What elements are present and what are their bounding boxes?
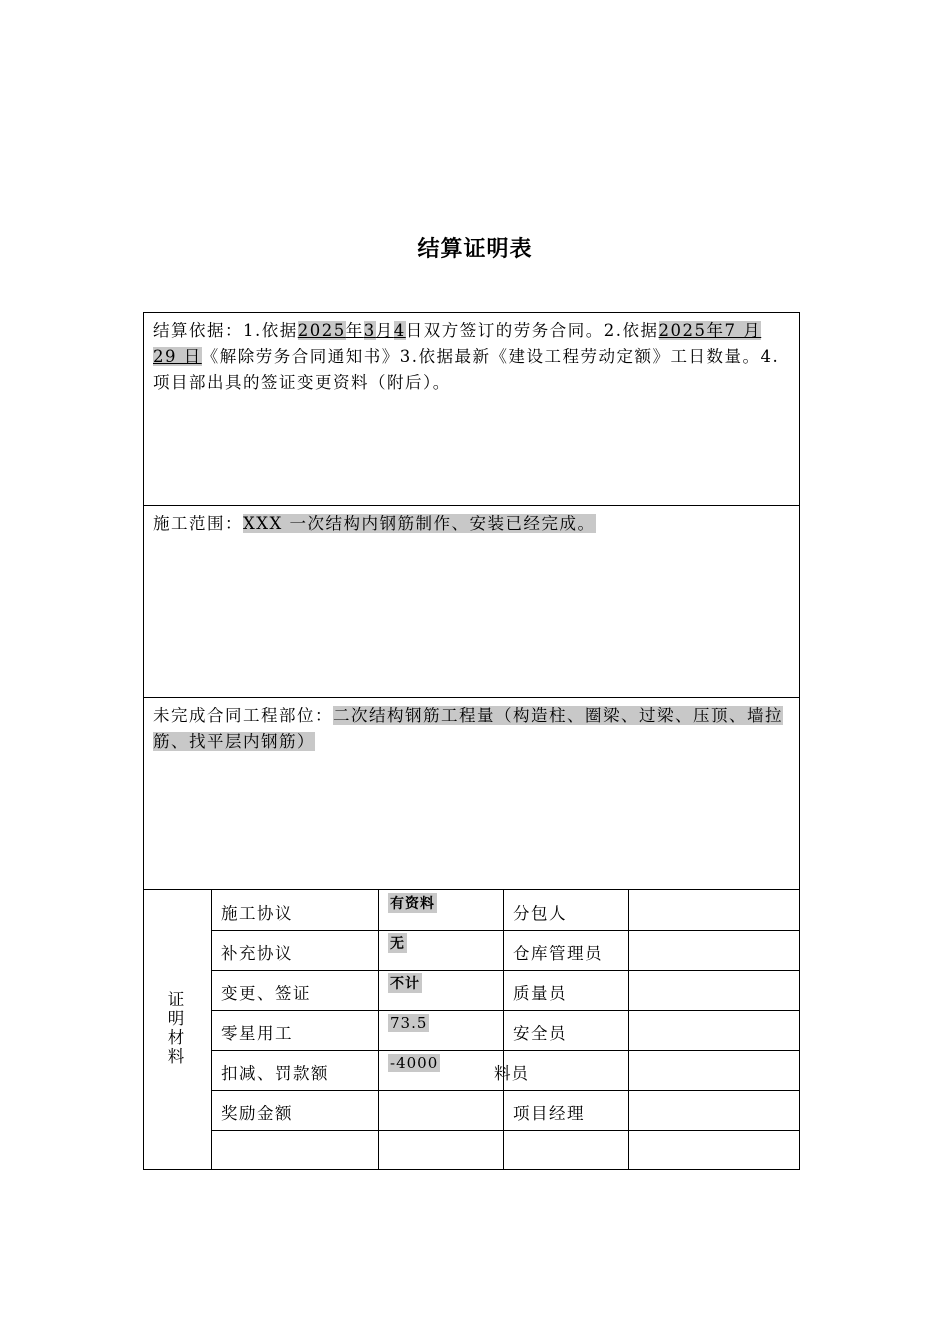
contract-year: 2025 xyxy=(297,321,346,340)
scope-text xyxy=(153,511,791,537)
scope-section xyxy=(144,506,799,698)
unfinished-label: 未完成合同工程部位： xyxy=(153,706,333,725)
proof-role: 安全员 xyxy=(513,1024,567,1043)
proof-value: 无 xyxy=(388,933,407,953)
basis-text-3: 月 xyxy=(375,321,394,340)
grid-line xyxy=(211,1130,799,1131)
grid-divider xyxy=(211,890,212,1169)
basis-section xyxy=(144,313,799,506)
basis-label: 结算依据： xyxy=(153,321,243,340)
proof-role: 分包人 xyxy=(513,904,567,923)
proof-value: -4000 xyxy=(390,1054,439,1072)
proof-value: 73.5 xyxy=(390,1014,428,1032)
proof-item: 变更、签证 xyxy=(221,984,311,1003)
basis-text-6: 《解除劳务合同通知书》3.依据最新《建设工程劳动定额》工日数量。4.项目部出具的签证变更资料（附后）。 xyxy=(153,347,780,392)
proof-role: 质量员 xyxy=(513,984,567,1003)
page-title: 结算证明表 xyxy=(417,237,533,262)
proof-value: 不计 xyxy=(388,973,422,993)
basis-text-4: 日双方签订的劳务合同。2.依据 xyxy=(405,321,659,340)
scope-value: XXX 一次结构内钢筋制作、安装已经完成。 xyxy=(243,514,596,533)
grid-divider xyxy=(628,890,629,1169)
grid-line xyxy=(211,1010,799,1011)
basis-text-1: 1.依据 xyxy=(243,321,298,340)
basis-text-2: 年 xyxy=(345,321,364,340)
proof-item: 零星用工 xyxy=(221,1024,293,1043)
contract-month: 3 xyxy=(363,321,376,340)
proof-item: 施工协议 xyxy=(221,904,293,923)
proof-item: 扣减、罚款额 xyxy=(221,1064,329,1083)
unfinished-text xyxy=(153,703,791,755)
overlay-text: 料员 xyxy=(494,1064,529,1083)
scope-label: 施工范围： xyxy=(153,514,243,533)
grid-line xyxy=(211,930,799,931)
basis-text-5: 年 xyxy=(706,321,725,340)
grid-line xyxy=(211,970,799,971)
proof-side-label: 证 明 材 料 xyxy=(167,990,185,1066)
basis-text xyxy=(153,318,791,396)
proof-value: 有资料 xyxy=(388,893,437,913)
proof-role: 项目经理 xyxy=(513,1104,585,1123)
proof-role: 仓库管理员 xyxy=(513,944,603,963)
termination-year: 2025 xyxy=(658,321,707,340)
contract-day: 4 xyxy=(393,321,406,340)
proof-grid xyxy=(144,890,799,1169)
grid-line xyxy=(211,1050,799,1051)
grid-line xyxy=(211,1090,799,1091)
grid-divider xyxy=(503,890,504,1169)
proof-item: 补充协议 xyxy=(221,944,293,963)
termination-date: 7 月 29 日 xyxy=(153,321,762,366)
unfinished-value: 二次结构钢筋工程量（构造柱、圈梁、过梁、压顶、墙拉筋、找平层内钢筋） xyxy=(153,706,783,751)
settlement-table xyxy=(143,312,800,1170)
grid-divider xyxy=(378,890,379,1169)
proof-item: 奖励金额 xyxy=(221,1104,293,1123)
unfinished-section xyxy=(144,698,799,890)
